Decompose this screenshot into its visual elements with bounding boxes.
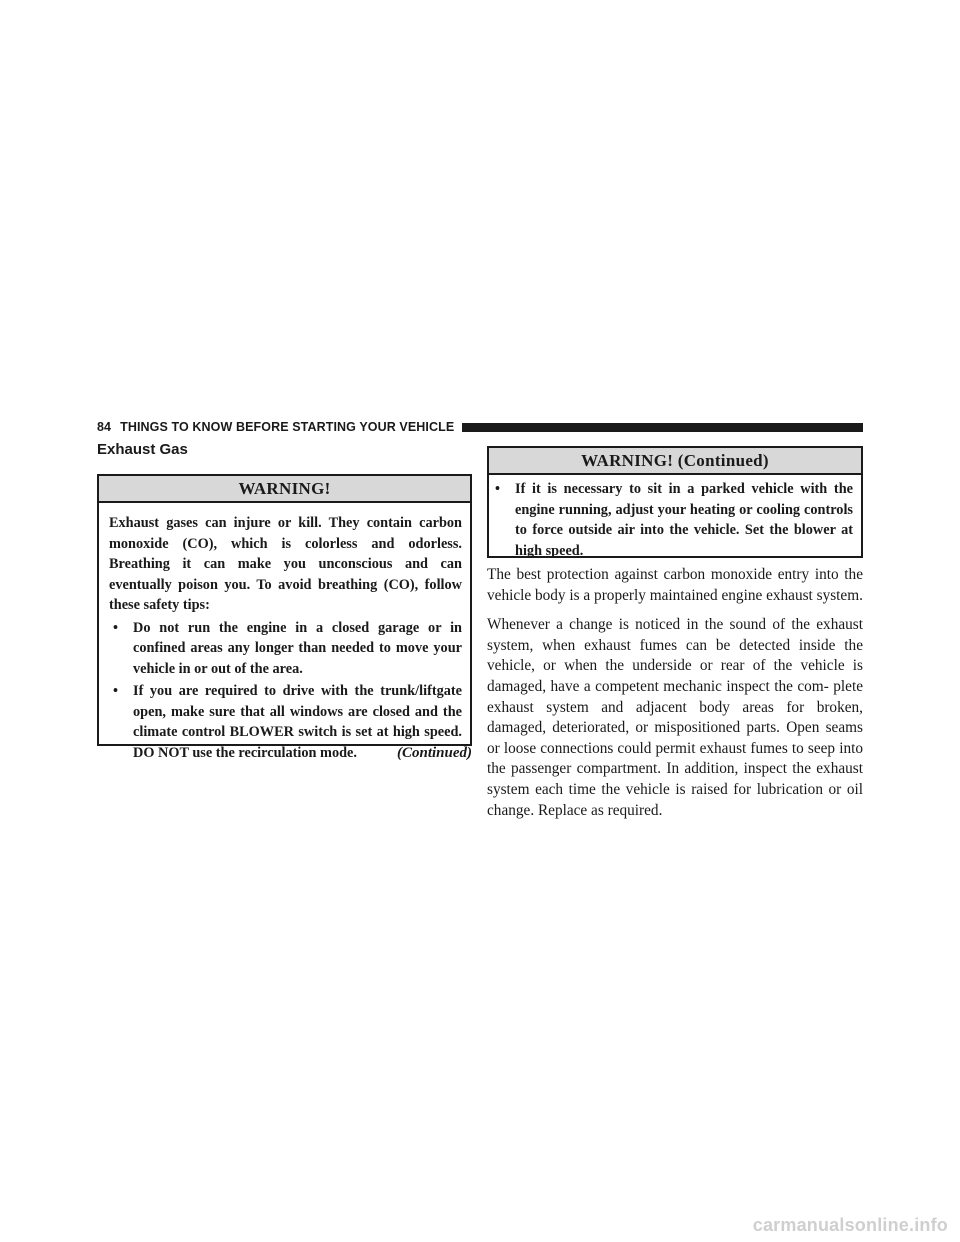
warning-box-continued [487, 446, 863, 558]
body-text [487, 565, 863, 830]
running-header [97, 418, 863, 436]
warning-title: WARNING! [99, 476, 470, 503]
section-heading: Exhaust Gas [97, 441, 188, 458]
bullet-icon: • [113, 683, 119, 699]
warning-item-text: If you are required to drive with the trunk/liftgate open, make sure that all windows are closed and the climate control BLOWER switch is set at high speed. DO NOT use the recirculation mode. [133, 683, 462, 761]
bullet-icon: • [113, 619, 119, 636]
body-paragraph: Whenever a change is noticed in the sound of the exhaust system, when exhaust fumes can be detected inside the vehicle, or when the underside or rear of the vehicle is damaged, have a competent mechanic inspect the com- plete exhaust system and adjacent body areas for broken, damaged, deteriorated, or mispositioned parts. Open seams or loose connections could permit exhaust fumes to seep into the passenger compartment. In addition, inspect the exhaust system each time the vehicle is raised for lubrication or oil change. Replace as required. [487, 616, 863, 819]
watermark: carmanualsonline.info [752, 1215, 948, 1235]
warning-list-item [491, 479, 853, 561]
header-rule [462, 423, 863, 432]
warning-list [491, 479, 853, 561]
warning-list [109, 618, 462, 764]
warning-list-item [109, 618, 462, 680]
warning-intro: Exhaust gases can injure or kill. They contain carbon monoxide (CO), which is colorless and odorless. Breathing it can make you unconscious and can eventually poison you. To avoid breathing (CO), follow these safety tips: [109, 515, 462, 613]
body-paragraph: The best protection against carbon monoxide entry into the vehicle body is a properly maintained engine exhaust system. [487, 566, 863, 604]
continued-label: (Continued) [396, 745, 472, 761]
warning-item-text: Do not run the engine in a closed garage or in confined areas any longer than needed to move your vehicle in or out of the area. [133, 619, 462, 677]
page-number: 84 [97, 420, 112, 434]
warning-body [489, 475, 861, 561]
running-header-title: THINGS TO KNOW BEFORE STARTING YOUR VEHICLE [120, 420, 455, 434]
warning-item-text: If it is necessary to sit in a parked vehicle with the engine running, adjust your heating or cooling controls to force outside air into the vehicle. Set the blower at high speed. [515, 481, 853, 559]
bullet-icon: • [495, 481, 501, 497]
warning-body [99, 503, 470, 763]
warning-title: WARNING! (Continued) [489, 448, 861, 475]
